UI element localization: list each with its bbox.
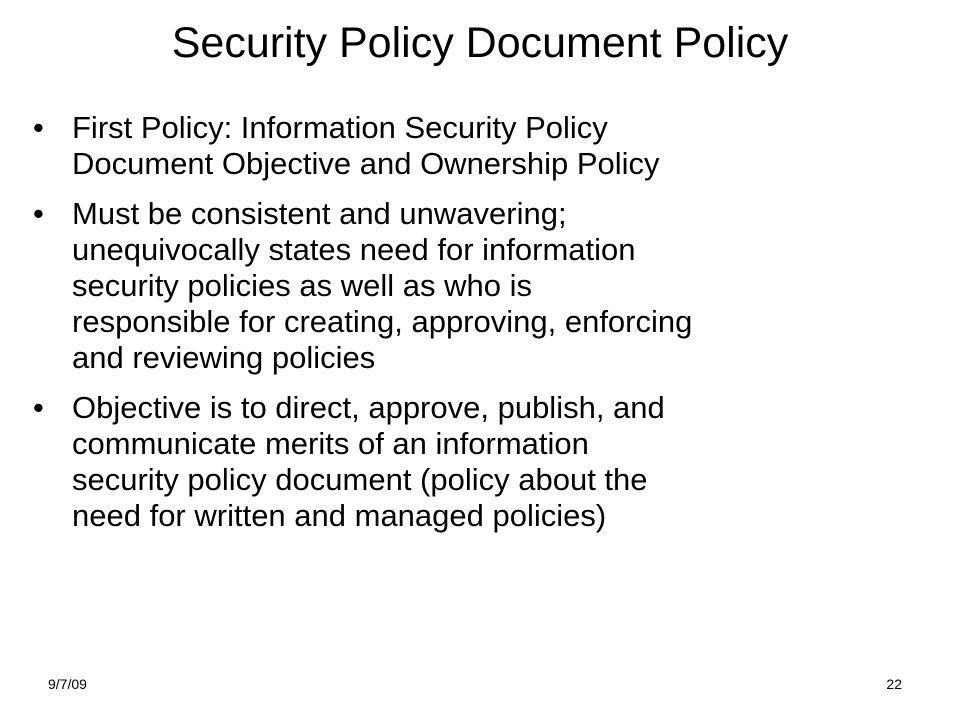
bullet-dot-icon: •: [33, 110, 44, 145]
bullet-text-line: communicate merits of an information: [72, 426, 589, 461]
bullet-text-line: unequivocally states need for information: [72, 232, 636, 267]
bullet-text-line: security policy document (policy about the: [72, 462, 648, 497]
bullet-text-line: security policies as well as who is: [72, 268, 533, 303]
bullet-list: [0, 110, 960, 548]
bullet-item: [0, 196, 960, 376]
bullet-item: [0, 110, 960, 182]
bullet-text-line: First Policy: Information Security Policy: [72, 110, 608, 145]
bullet-text-line: responsible for creating, approving, enforcing: [72, 304, 693, 339]
bullet-text-line: Objective is to direct, approve, publish, and: [72, 390, 665, 425]
footer-page-number: 22: [886, 676, 902, 692]
bullet-text-line: and reviewing policies: [72, 340, 376, 375]
footer-date: 9/7/09: [48, 676, 87, 692]
bullet-item: [0, 390, 960, 534]
bullet-text-line: Must be consistent and unwavering;: [72, 196, 567, 231]
bullet-dot-icon: •: [33, 196, 44, 231]
bullet-text-line: need for written and managed policies): [72, 498, 607, 533]
slide-title: Security Policy Document Policy: [171, 19, 789, 67]
bullet-dot-icon: •: [33, 390, 44, 425]
bullet-text-line: Document Objective and Ownership Policy: [72, 146, 660, 181]
